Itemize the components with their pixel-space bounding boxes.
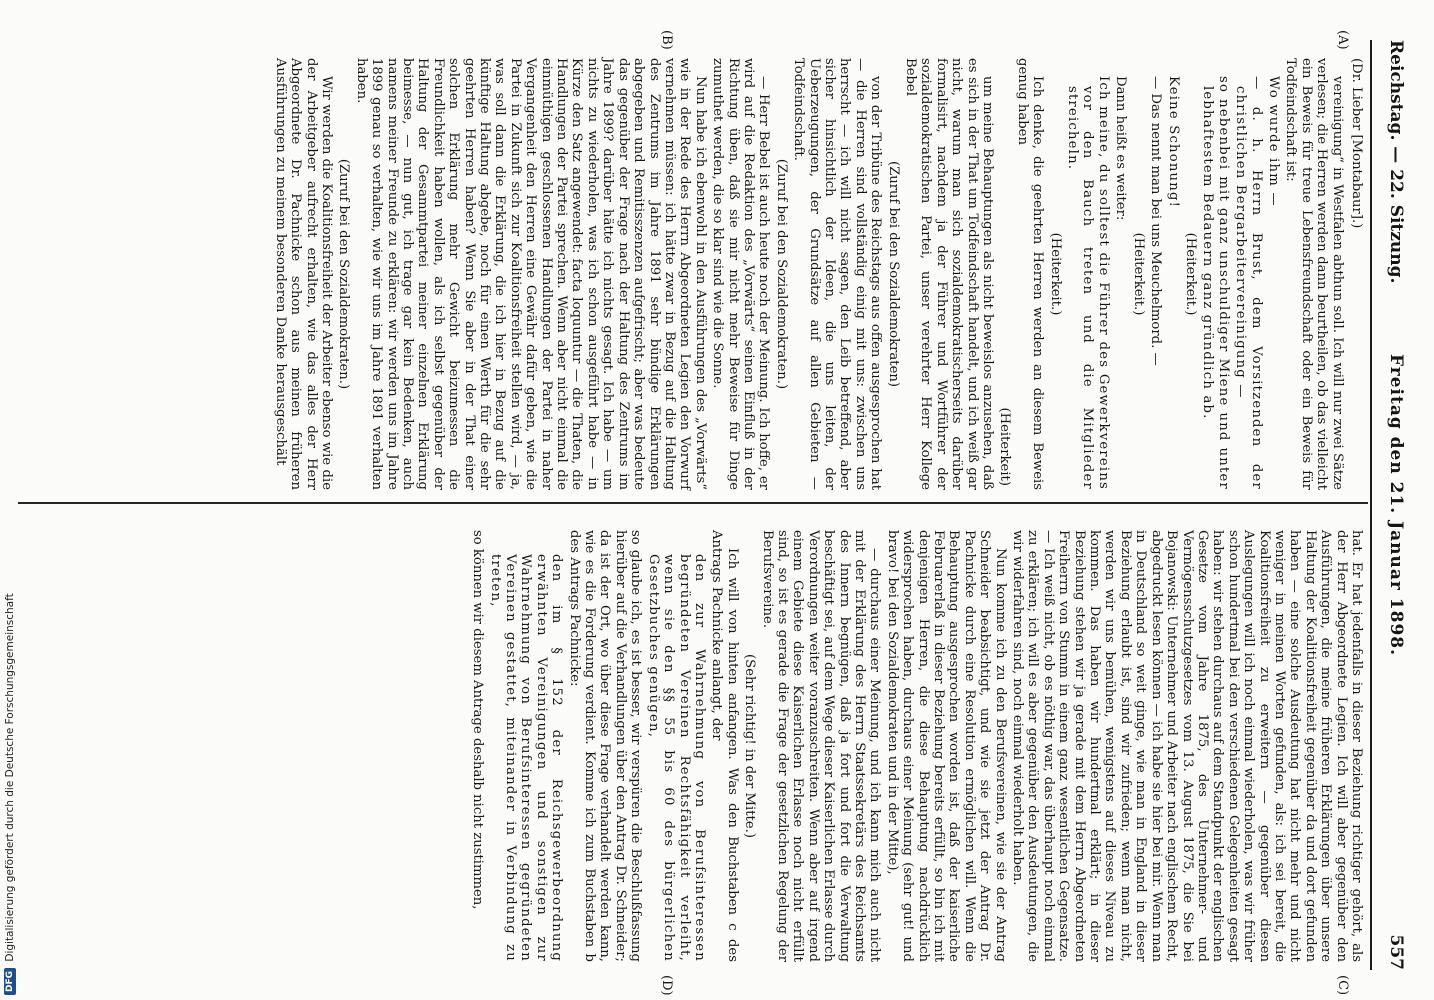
paragraph: — durchaus einer Meinung, und ich kann mich auch nicht mit der Erklärung des Herrn Staatssekretärs des Reichsamts des Innern begnügen, daß ja fort und fort die Verwaltung beschäftigt sei, auf dem Wege dieser Kaiserlichen Erlasse durch Verordnungen weiter voranzuschreiten. Wenn aber auf irgend einem Gebiete diese Kaiserlichen Erlasse noch nicht erfüllt sind, so ist es gerade die Frage der gesetzlichen Regelung der Berufsvereine.	[759, 530, 883, 962]
margin-marker-a: (A)	[1335, 30, 1350, 50]
paragraph: — Das nennt man bei uns Meuchelmord. —	[1148, 76, 1164, 366]
margin-marker-b: (B)	[659, 30, 674, 50]
quoted-line: Wo wurde ihm —	[1265, 76, 1281, 207]
interjection: (Zuruf bei den Sozialdemokraten.)	[336, 158, 352, 390]
header-rule	[1370, 40, 1372, 970]
paragraph: um meine Behauptungen als nicht beweislos anzusehen, daß es sich in der That um Todfeindschaft handelt, und ich weiß gar nicht, warum man sich sozialdemokratischerseits darüber formalisirt, nachdem ja der Führer und Wortführer der sozialdemokratischen Partei, unser verehrter Herr Kollege Bebel	[903, 58, 996, 490]
paragraph: Nun komme ich zu den Berufsvereinen, wie sie der Antrag Schneider beabsichtigt, und wie sie jetzt der Antrag Dr. Pachnicke durch eine Resolution ermöglichen will. Wenn die Behauptung ausgesprochen worden ist, daß der kaiserliche Februarerlaß in dieser Beziehung bereits erfüllt, so bin ich mit denjenigen Herren, die diese Behauptung nachdrücklich widersprochen haben, durchaus einer Meinung (sehr gut! und bravo! bei den Sozialdemokraten und in der Mitte),	[884, 530, 1008, 962]
quoted-line: — d. h. Herrn Brust, dem Vorsitzenden der christlichen Bergarbeitervereinigung —	[1233, 76, 1264, 490]
digitization-note: Digitalisierung gefördert durch die Deutsche Forschungsgemeinschaft	[4, 593, 16, 962]
interjection: (Zuruf bei den Sozialdemokraten)	[885, 160, 901, 388]
running-head	[1372, 40, 1416, 970]
page-number: 557	[1386, 934, 1406, 970]
quoted-line: so nebenbei mit ganz unschuldiger Miene und unter lebhaftestem Bedauern ganz gründlich ab.	[1200, 76, 1231, 490]
interjection: (Heiterkeit.)	[1130, 232, 1146, 316]
interjection: (Zuruf bei den Sozialdemokraten.)	[773, 158, 789, 390]
interjection: (Heiterkeit.)	[1182, 232, 1198, 316]
interjection: (Heiterkeit)	[997, 407, 1013, 486]
digitization-footer	[4, 5, 16, 995]
right-column	[468, 530, 1364, 962]
paragraph: Ich denke, die geehrten Herren werden an diesem Beweis genug haben	[1014, 58, 1046, 490]
paragraph: so können wir diesem Antrage deshalb nicht zustimmen,	[470, 530, 486, 910]
quoted-line: Ich meine, du solltest die Führer des Gewerkvereins vor den Bauch treten und die Mitglieder streicheln.	[1065, 76, 1111, 490]
header-date: Freitag den 21. Januar 1898.	[1386, 353, 1406, 657]
interjection: (Sehr richtig! in der Mitte.)	[742, 654, 758, 838]
paragraph: so glaube ich, es ist besser, wir verspüren die Beschlußfassung hierüber auf die Verhandlungen über den Antrag Dr. Schneider; da ist der Ort, wo über diese Frage verhandelt werden kann, wie es die Forderung verdient. Komme ich zum Buchstaben b des Antrags Pachnicke:	[566, 530, 644, 962]
paragraph: Ich will von hinten anfangen. Was den Buchstaben c des Antrags Pachnicke anlangt, der	[709, 530, 740, 962]
paragraph: hat. Er hat jedenfalls in dieser Beziehung richtiger gehört, als der Herr Abgeordnete Legien. Ich will aber gegenüber den Ausführungen, die meine früheren Erklärungen über unsere Haltung der Koalitionsfreiheit gegenüber da und dort gefunden haben — eine solche Ausdeutung hat nicht mehr und nicht weniger in meinen Worten gefunden, als: ich sei bereit, die Koalitionsfreiheit zu erweitern — gegenüber diesen Auslegungen will ich noch einmal wiederholen, was wir früher schon hundertmal bei den verschiedenen Gelegenheiten gesagt haben: wir stehen durchaus auf dem Standpunkt der englischen Gesetze vom Jahre 1875, des Unternehmer- und Vermögensschutzgesetzes vom 13. August 1875, die Sie bei Bojanowski: Unternehmer und Arbeiter nach englischem Recht, abgedruckt lesen können — ich habe sie hier bei mir. Wenn man in Deutschland so weit ginge, wie man in England in dieser Beziehung erlaubt ist, sind wir zufrieden; wenn man nicht, werden wir uns bemühen, wenigstens auf dieses Niveau zu kommen. Das haben wir hundertmal erklärt; in dieser Beziehung stehen wir ja gerade mit dem Herrn Abgeordneten Freiherrn von Stumm in einem ganz wesentlichen Gegensatze. — Ich weiß nicht, ob es nöthig war, das überhaupt noch einmal zu erklären; ich will es aber gegenüber den Ausdeutungen, die wir widerfahren sind, noch einmal wiederholt haben.	[1010, 530, 1364, 962]
margin-marker-c: (C)	[1335, 975, 1350, 996]
paragraph: — Herr Bebel ist auch heute noch der Meinung. Ich hoffe, er wird auf die Redaktion des „Vorwärts“ seinen Einfluß in der Richtung üben, daß sie mir nicht mehr Beweise für Dinge zumuthet werden, die so klar sind wie die Sonne.	[710, 58, 772, 490]
quoted-line: Keine Schonung!	[1165, 76, 1181, 209]
left-column	[270, 58, 1364, 490]
quoted-clause: den im § 152 der Reichsgewerbeordnung erwähnten Vereinigungen und sonstigen zur Wahrnehmung von Berufsinteressen gegründeten Vereinen gestattet, miteinander in Verbindung zu treten,	[487, 554, 565, 962]
dfg-logo-icon: DFG	[4, 968, 16, 995]
margin-marker-d: (D)	[659, 975, 674, 996]
paragraph: Wir werden die Koalitionsfreiheit der Arbeiter ebenso wie die der Arbeitgeber aufrecht erhalten, wie das alles der Herr Abgeordnete Dr. Pachnicke schon aus meinen früheren Ausführungen zu meinem besonderen Danke herausgeschält	[272, 58, 334, 490]
paragraph: Dann heißt es weiter:	[1113, 76, 1129, 221]
paragraph: Nun habe ich ebenwohl in den Ausführungen des „Vorwärts“ wie in der Rede des Herrn Abgeordneten Legien den Vorwurf vernehmen müssen: ich hätte zwar in Bezug auf die Haltung des Zentrums im Jahre 1891 sehr bündige Erklärungen abgegeben und Remitisszenzen aufgefrischt; aber was bedeute das gegenüber der Frage nach der Haltung des Zentrums im Jahre 1899? darüber hätte ich nichts gesagt. Ich habe — um nichts zu wiederholen, was ich schon ausgeführt habe — in Kürze den Satz angewendet: facta loquuntur — die Thaten, die Handlungen der Partei sprechen. Wenn aber nicht einmal die einmüthigen geschlossenen Handlungen der Partei in naher Vergangenheit den Herren eine Gewähr dafür geben, wie die Partei in Zukunft sich zur Koalitionsfreiheit stellen wird, — ja, was soll dann die Erklärung, die ich hier in Bezug auf die künftige Haltung abgebe, noch für einen Werth für die sehr geehrten Herren haben? Wenn Sie aber in der That einer solchen Erklärung mehr Gewicht beizumessen die Freundlichkeit haben wollen, als ich selbst gegenüber der Haltung der Gesammtpartei meiner einzelnen Erklärung beimesse, — nun gut, ich trage gar kein Bedenken, auch namens meiner Freunde zu erklären: wir werden uns im Jahre 1899 genau so verhalten, wie wir uns im Jahre 1891 verhalten haben.	[353, 58, 708, 490]
paragraph: von der Tribüne des Reichstags aus offen ausgesprochen hat — die Herren sind vollständig einig mit uns: zwischen uns herrscht — ich will nicht sagen, den Leib betreffend, aber sicher hinsichtlich der Ideen, die uns leiten, der Ueberzeugungen, der Grundsätze auf allen Gebieten — Todfeindschaft.	[791, 58, 884, 490]
header-left: Reichstag. — 22. Sitzung.	[1386, 40, 1406, 284]
column-divider	[18, 502, 1368, 504]
speaker-label: (Dr. Lieber [Montabaur].)	[1349, 58, 1364, 229]
quoted-clause: den zur Wahrnehmung von Berufsinteressen begründeten Vereinen Rechtsfähigkeit verleiht, wenn sie den §§ 55 bis 60 des bürgerlichen Gesetzbuches genügen,	[645, 554, 707, 962]
paragraph: vereinigung“ in Westfalen abthun soll. Ich will nur zwei Sätze verlesen; die Herren werden dann beurtheilen, ob das vielleicht ein Beweis für treue Lebensfreundschaft oder ein Beweis für Todfeindschaft ist:	[1283, 58, 1345, 490]
interjection: (Heiterkeit.)	[1047, 232, 1063, 316]
